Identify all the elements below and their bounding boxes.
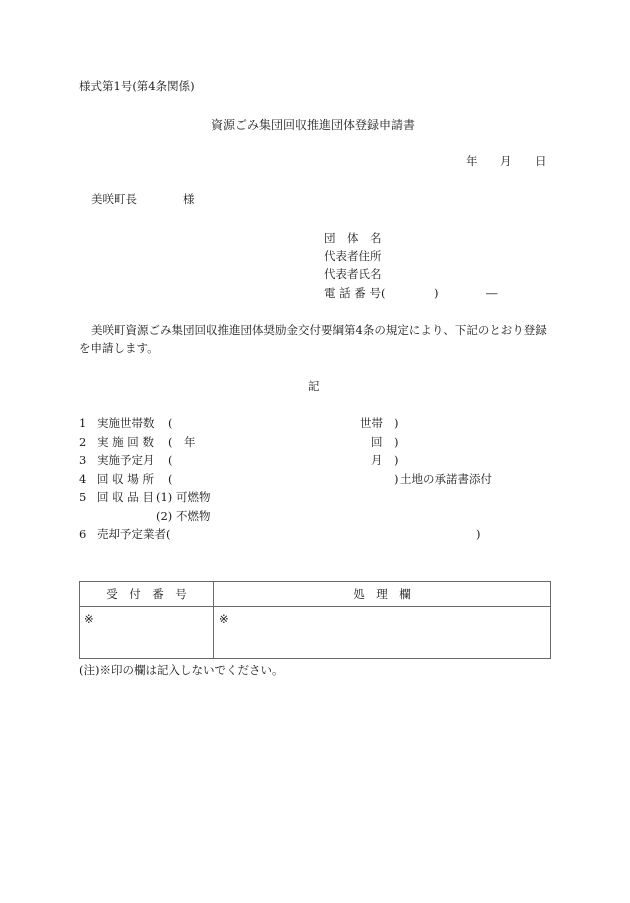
item-open-paren: ( <box>168 472 173 486</box>
item-unit: 月 <box>371 453 383 467</box>
body-line-2: を申請します。 <box>79 341 159 355</box>
item-close-paren: ) <box>394 453 399 467</box>
item-sub-noncombustible: (2) 不燃物 <box>156 509 211 523</box>
item-number: 1 <box>79 416 87 430</box>
date-day-label: 日 <box>535 154 547 168</box>
item-number: 6 <box>79 527 87 541</box>
header-receipt-number: 受 付 番 号 <box>106 587 187 601</box>
item-number: 4 <box>79 472 87 486</box>
header-processing: 処 理 欄 <box>353 587 411 601</box>
addressee-honorific: 様 <box>183 192 195 206</box>
item-open-paren: ( <box>168 453 173 467</box>
table-divider-horizontal <box>80 606 550 607</box>
group-name-label: 団 体 名 <box>324 231 382 245</box>
body-line-1: 美咲町資源ごみ集団回収推進団体奨励金交付要綱第4条の規定により、下記のとおり登録 <box>91 323 547 337</box>
item-open-paren: ( <box>168 435 173 449</box>
footnote: (注)※印の欄は記入しないでください。 <box>79 663 284 677</box>
processing-cell: ※ <box>219 612 229 626</box>
item-suffix: 土地の承諾書添付 <box>400 472 492 486</box>
date-month-label: 月 <box>500 154 512 168</box>
item-close-paren: ) <box>476 527 481 541</box>
phone-close-paren: ) <box>434 286 439 300</box>
phone-label: 電 話 番 号( <box>324 286 386 300</box>
office-use-table <box>79 581 551 659</box>
item-middle: 年 <box>184 435 196 449</box>
item-label: 実 施 回 数 <box>97 435 154 449</box>
item-close-paren: ) <box>394 416 399 430</box>
item-number: 5 <box>79 490 87 504</box>
item-number: 3 <box>79 453 87 467</box>
item-label: 実施予定月 <box>97 453 155 467</box>
item-open-paren: ( <box>168 416 173 430</box>
item-unit: 世帯 <box>360 416 383 430</box>
item-unit: 回 <box>371 435 383 449</box>
item-close-paren: ) <box>394 435 399 449</box>
form-number: 様式第1号(第4条関係) <box>79 79 195 93</box>
phone-dash: ― <box>486 286 498 300</box>
item-label: 実施世帯数 <box>97 416 155 430</box>
item-label: 売却予定業者( <box>97 527 171 541</box>
document-title: 資源ごみ集団回収推進団体登録申請書 <box>211 118 416 132</box>
ki-heading: 記 <box>308 379 320 393</box>
item-sub-combustible: (1) 可燃物 <box>156 490 211 504</box>
rep-address-label: 代表者住所 <box>324 249 382 263</box>
item-close-paren: ) <box>394 472 399 486</box>
receipt-number-cell: ※ <box>84 612 94 626</box>
item-label: 回 収 品 目 <box>97 490 154 504</box>
rep-name-label: 代表者氏名 <box>324 267 382 281</box>
addressee-name: 美咲町長 <box>91 192 137 206</box>
date-year-label: 年 <box>466 154 478 168</box>
item-label: 回 収 場 所 <box>97 472 154 486</box>
item-number: 2 <box>79 435 87 449</box>
